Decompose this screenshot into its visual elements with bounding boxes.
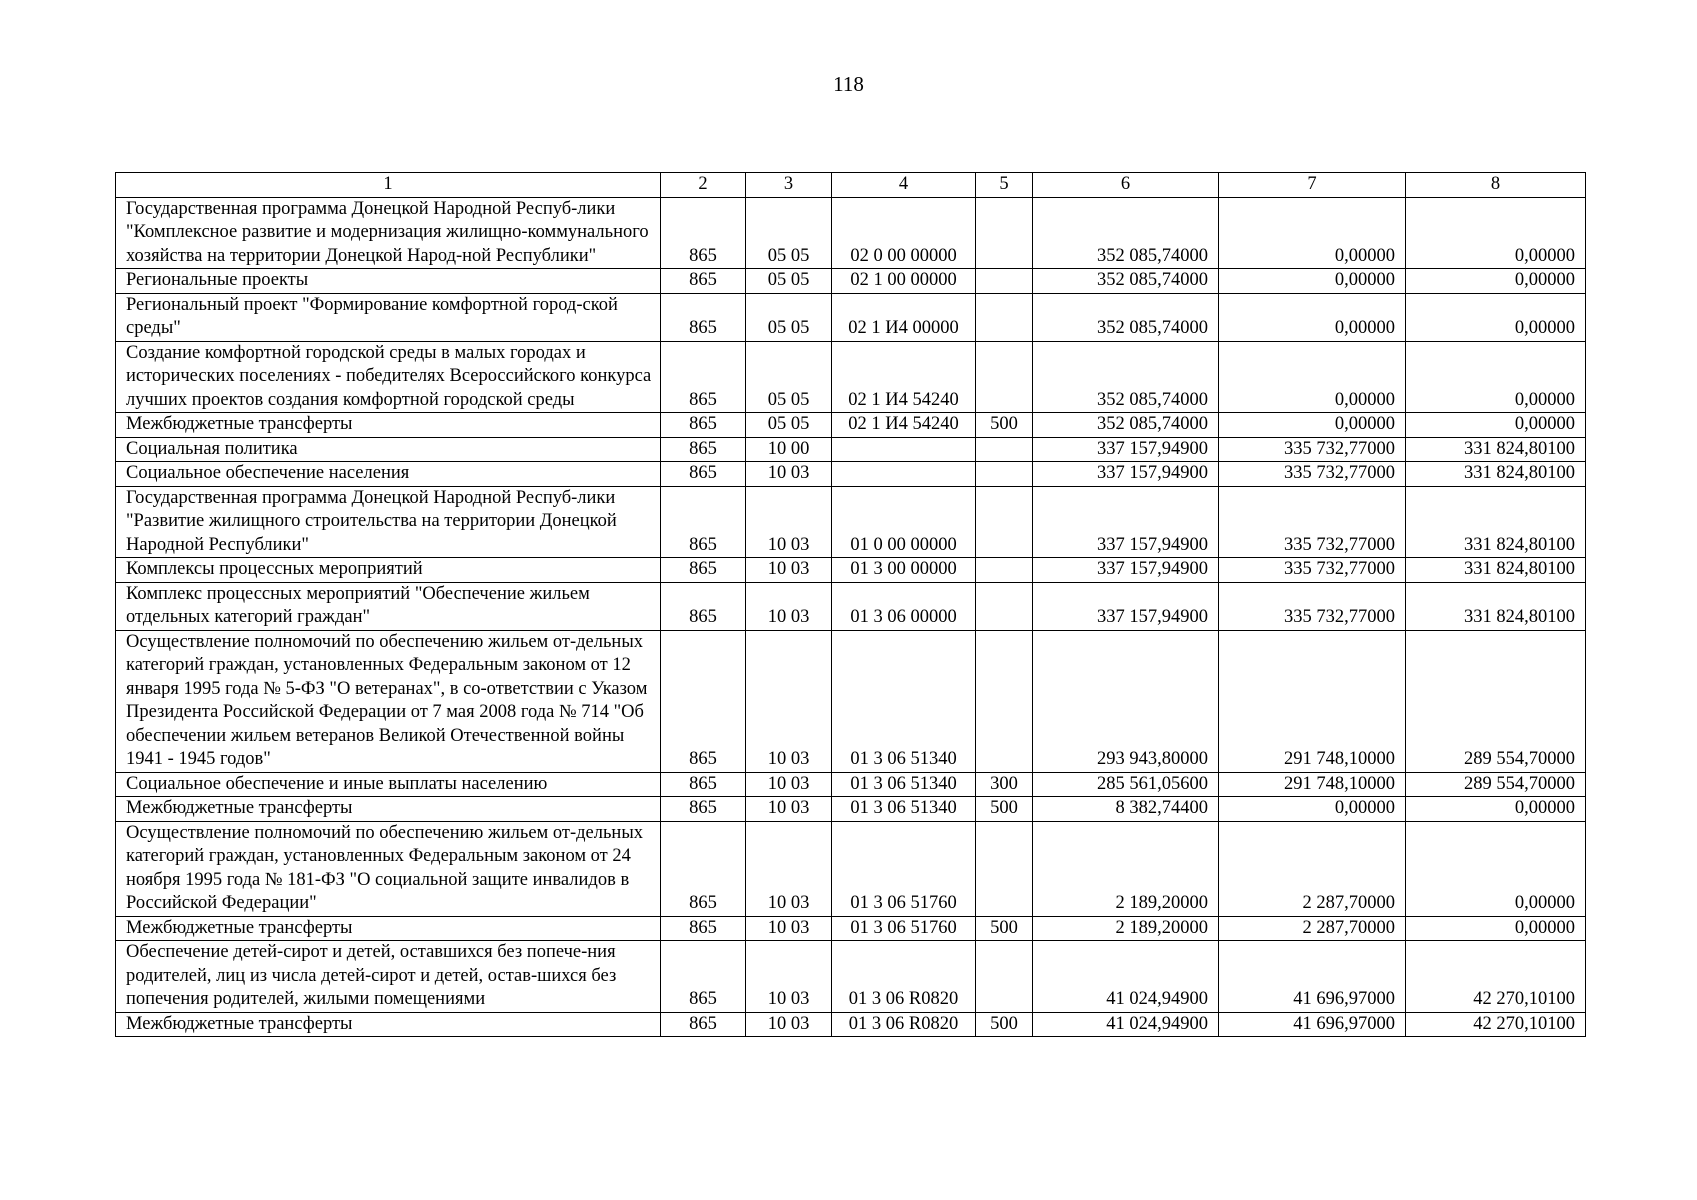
- target-article-cell: 02 0 00 00000: [832, 197, 976, 269]
- grbs-code-cell: 865: [661, 293, 746, 341]
- section-code-cell: 10 00: [746, 437, 832, 462]
- amount-col7-cell: 0,00000: [1219, 293, 1406, 341]
- amount-col8-cell: 331 824,80100: [1406, 582, 1586, 630]
- amount-col6-cell: 41 024,94900: [1033, 941, 1219, 1013]
- row-name-cell: Межбюджетные трансферты: [116, 916, 661, 941]
- row-name-cell: Социальная политика: [116, 437, 661, 462]
- table-row: [116, 772, 1586, 797]
- amount-col8-cell: 0,00000: [1406, 821, 1586, 916]
- row-name-cell: Социальное обеспечение и иные выплаты населению: [116, 772, 661, 797]
- amount-col6-cell: 293 943,80000: [1033, 630, 1219, 772]
- amount-col7-cell: 335 732,77000: [1219, 462, 1406, 487]
- grbs-code-cell: 865: [661, 462, 746, 487]
- amount-col7-cell: 291 748,10000: [1219, 630, 1406, 772]
- amount-col8-cell: 0,00000: [1406, 797, 1586, 822]
- column-header: 4: [832, 173, 976, 198]
- section-code-cell: 05 05: [746, 197, 832, 269]
- amount-col7-cell: 291 748,10000: [1219, 772, 1406, 797]
- table-row: [116, 197, 1586, 269]
- column-header: 6: [1033, 173, 1219, 198]
- table-row: [116, 916, 1586, 941]
- grbs-code-cell: 865: [661, 558, 746, 583]
- section-code-cell: 05 05: [746, 341, 832, 413]
- amount-col7-cell: 335 732,77000: [1219, 558, 1406, 583]
- row-name-cell: Обеспечение детей-сирот и детей, оставшихся без попече-ния родителей, лиц из числа детей-сирот и детей, остав-шихся без попечения родителей, жилыми помещениями: [116, 941, 661, 1013]
- row-name-cell: Межбюджетные трансферты: [116, 413, 661, 438]
- grbs-code-cell: 865: [661, 1012, 746, 1037]
- section-code-cell: 10 03: [746, 462, 832, 487]
- grbs-code-cell: 865: [661, 582, 746, 630]
- expense-type-cell: [976, 293, 1033, 341]
- amount-col7-cell: 0,00000: [1219, 797, 1406, 822]
- expense-type-cell: [976, 269, 1033, 294]
- target-article-cell: 01 3 06 R0820: [832, 941, 976, 1013]
- table-header-row: [116, 173, 1586, 198]
- amount-col7-cell: 0,00000: [1219, 341, 1406, 413]
- row-name-cell: Межбюджетные трансферты: [116, 797, 661, 822]
- section-code-cell: 10 03: [746, 630, 832, 772]
- expense-type-cell: [976, 558, 1033, 583]
- amount-col8-cell: 331 824,80100: [1406, 486, 1586, 558]
- table-row: [116, 582, 1586, 630]
- expense-type-cell: 500: [976, 1012, 1033, 1037]
- column-header: 8: [1406, 173, 1586, 198]
- column-header: 1: [116, 173, 661, 198]
- table-row: [116, 269, 1586, 294]
- amount-col8-cell: 42 270,10100: [1406, 941, 1586, 1013]
- amount-col8-cell: 0,00000: [1406, 197, 1586, 269]
- grbs-code-cell: 865: [661, 269, 746, 294]
- amount-col7-cell: 41 696,97000: [1219, 941, 1406, 1013]
- amount-col8-cell: 0,00000: [1406, 413, 1586, 438]
- amount-col8-cell: 42 270,10100: [1406, 1012, 1586, 1037]
- section-code-cell: 10 03: [746, 916, 832, 941]
- amount-col8-cell: 331 824,80100: [1406, 558, 1586, 583]
- section-code-cell: 05 05: [746, 413, 832, 438]
- target-article-cell: 01 3 06 51760: [832, 916, 976, 941]
- expense-type-cell: [976, 821, 1033, 916]
- table-row: [116, 821, 1586, 916]
- target-article-cell: 02 1 00 00000: [832, 269, 976, 294]
- column-header: 7: [1219, 173, 1406, 198]
- amount-col6-cell: 352 085,74000: [1033, 293, 1219, 341]
- grbs-code-cell: 865: [661, 413, 746, 438]
- target-article-cell: 01 3 06 51340: [832, 772, 976, 797]
- target-article-cell: 01 3 06 00000: [832, 582, 976, 630]
- column-header: 2: [661, 173, 746, 198]
- amount-col8-cell: 0,00000: [1406, 293, 1586, 341]
- grbs-code-cell: 865: [661, 797, 746, 822]
- target-article-cell: 02 1 И4 54240: [832, 341, 976, 413]
- expense-type-cell: 500: [976, 916, 1033, 941]
- grbs-code-cell: 865: [661, 630, 746, 772]
- expense-type-cell: [976, 941, 1033, 1013]
- row-name-cell: Социальное обеспечение населения: [116, 462, 661, 487]
- expense-type-cell: 500: [976, 413, 1033, 438]
- expense-type-cell: [976, 630, 1033, 772]
- row-name-cell: Осуществление полномочий по обеспечению жильем от-дельных категорий граждан, установленных Федеральным законом от 12 января 1995 года № 5-ФЗ "О ветеранах", в со-ответствии с Указом Президента Российской Федерации от 7 мая 2008 года № 714 "Об обеспечении жильем ветеранов Великой Отечественной войны 1941 - 1945 годов": [116, 630, 661, 772]
- amount-col8-cell: 0,00000: [1406, 269, 1586, 294]
- table-row: [116, 486, 1586, 558]
- expense-type-cell: [976, 341, 1033, 413]
- target-article-cell: 02 1 И4 54240: [832, 413, 976, 438]
- expense-type-cell: [976, 582, 1033, 630]
- row-name-cell: Межбюджетные трансферты: [116, 1012, 661, 1037]
- amount-col6-cell: 352 085,74000: [1033, 341, 1219, 413]
- amount-col8-cell: 331 824,80100: [1406, 437, 1586, 462]
- target-article-cell: 01 3 06 51340: [832, 630, 976, 772]
- amount-col7-cell: 2 287,70000: [1219, 916, 1406, 941]
- table-row: [116, 1012, 1586, 1037]
- grbs-code-cell: 865: [661, 772, 746, 797]
- section-code-cell: 10 03: [746, 582, 832, 630]
- amount-col6-cell: 337 157,94900: [1033, 558, 1219, 583]
- expense-type-cell: [976, 437, 1033, 462]
- amount-col6-cell: 41 024,94900: [1033, 1012, 1219, 1037]
- table-row: [116, 630, 1586, 772]
- section-code-cell: 10 03: [746, 1012, 832, 1037]
- table-body: [116, 197, 1586, 1037]
- amount-col6-cell: 352 085,74000: [1033, 413, 1219, 438]
- amount-col6-cell: 352 085,74000: [1033, 269, 1219, 294]
- expense-type-cell: 300: [976, 772, 1033, 797]
- row-name-cell: Государственная программа Донецкой Народной Респуб-лики "Развитие жилищного строительства на территории Донецкой Народной Республики": [116, 486, 661, 558]
- column-header: 3: [746, 173, 832, 198]
- amount-col7-cell: 0,00000: [1219, 413, 1406, 438]
- target-article-cell: [832, 437, 976, 462]
- section-code-cell: 05 05: [746, 269, 832, 294]
- row-name-cell: Комплексы процессных мероприятий: [116, 558, 661, 583]
- amount-col8-cell: 331 824,80100: [1406, 462, 1586, 487]
- amount-col7-cell: 2 287,70000: [1219, 821, 1406, 916]
- amount-col6-cell: 352 085,74000: [1033, 197, 1219, 269]
- section-code-cell: 05 05: [746, 293, 832, 341]
- table-row: [116, 341, 1586, 413]
- amount-col8-cell: 289 554,70000: [1406, 630, 1586, 772]
- row-name-cell: Создание комфортной городской среды в малых городах и исторических поселениях - победителях Всероссийского конкурса лучших проектов создания комфортной городской среды: [116, 341, 661, 413]
- expense-type-cell: [976, 197, 1033, 269]
- row-name-cell: Государственная программа Донецкой Народной Респуб-лики "Комплексное развитие и модернизация жилищно-коммунального хозяйства на территории Донецкой Народ-ной Республики": [116, 197, 661, 269]
- section-code-cell: 10 03: [746, 558, 832, 583]
- row-name-cell: Осуществление полномочий по обеспечению жильем от-дельных категорий граждан, установленных Федеральным законом от 24 ноября 1995 года № 181-ФЗ "О социальной защите инвалидов в Российской Федерации": [116, 821, 661, 916]
- expense-type-cell: [976, 462, 1033, 487]
- amount-col6-cell: 337 157,94900: [1033, 486, 1219, 558]
- amount-col7-cell: 0,00000: [1219, 197, 1406, 269]
- table-row: [116, 558, 1586, 583]
- amount-col6-cell: 337 157,94900: [1033, 582, 1219, 630]
- amount-col7-cell: 335 732,77000: [1219, 582, 1406, 630]
- target-article-cell: 01 3 06 51760: [832, 821, 976, 916]
- amount-col8-cell: 0,00000: [1406, 916, 1586, 941]
- grbs-code-cell: 865: [661, 486, 746, 558]
- target-article-cell: 01 3 06 R0820: [832, 1012, 976, 1037]
- section-code-cell: 10 03: [746, 772, 832, 797]
- amount-col8-cell: 0,00000: [1406, 341, 1586, 413]
- amount-col7-cell: 0,00000: [1219, 269, 1406, 294]
- section-code-cell: 10 03: [746, 486, 832, 558]
- target-article-cell: [832, 462, 976, 487]
- amount-col6-cell: 337 157,94900: [1033, 437, 1219, 462]
- section-code-cell: 10 03: [746, 797, 832, 822]
- amount-col6-cell: 337 157,94900: [1033, 462, 1219, 487]
- amount-col7-cell: 41 696,97000: [1219, 1012, 1406, 1037]
- grbs-code-cell: 865: [661, 437, 746, 462]
- table-row: [116, 293, 1586, 341]
- table-row: [116, 797, 1586, 822]
- amount-col7-cell: 335 732,77000: [1219, 486, 1406, 558]
- target-article-cell: 01 0 00 00000: [832, 486, 976, 558]
- target-article-cell: 02 1 И4 00000: [832, 293, 976, 341]
- expense-type-cell: [976, 486, 1033, 558]
- table-row: [116, 437, 1586, 462]
- table-row: [116, 413, 1586, 438]
- grbs-code-cell: 865: [661, 941, 746, 1013]
- target-article-cell: 01 3 06 51340: [832, 797, 976, 822]
- amount-col6-cell: 8 382,74400: [1033, 797, 1219, 822]
- expense-type-cell: 500: [976, 797, 1033, 822]
- amount-col6-cell: 2 189,20000: [1033, 916, 1219, 941]
- amount-col6-cell: 285 561,05600: [1033, 772, 1219, 797]
- grbs-code-cell: 865: [661, 916, 746, 941]
- grbs-code-cell: 865: [661, 821, 746, 916]
- amount-col8-cell: 289 554,70000: [1406, 772, 1586, 797]
- row-name-cell: Комплекс процессных мероприятий "Обеспечение жильем отдельных категорий граждан": [116, 582, 661, 630]
- grbs-code-cell: 865: [661, 197, 746, 269]
- amount-col7-cell: 335 732,77000: [1219, 437, 1406, 462]
- amount-col6-cell: 2 189,20000: [1033, 821, 1219, 916]
- row-name-cell: Региональные проекты: [116, 269, 661, 294]
- column-header: 5: [976, 173, 1033, 198]
- page-number: 118: [833, 72, 864, 96]
- table-row: [116, 462, 1586, 487]
- row-name-cell: Региональный проект "Формирование комфортной город-ской среды": [116, 293, 661, 341]
- target-article-cell: 01 3 00 00000: [832, 558, 976, 583]
- section-code-cell: 10 03: [746, 941, 832, 1013]
- grbs-code-cell: 865: [661, 341, 746, 413]
- section-code-cell: 10 03: [746, 821, 832, 916]
- budget-table: [115, 172, 1586, 1037]
- table-row: [116, 941, 1586, 1013]
